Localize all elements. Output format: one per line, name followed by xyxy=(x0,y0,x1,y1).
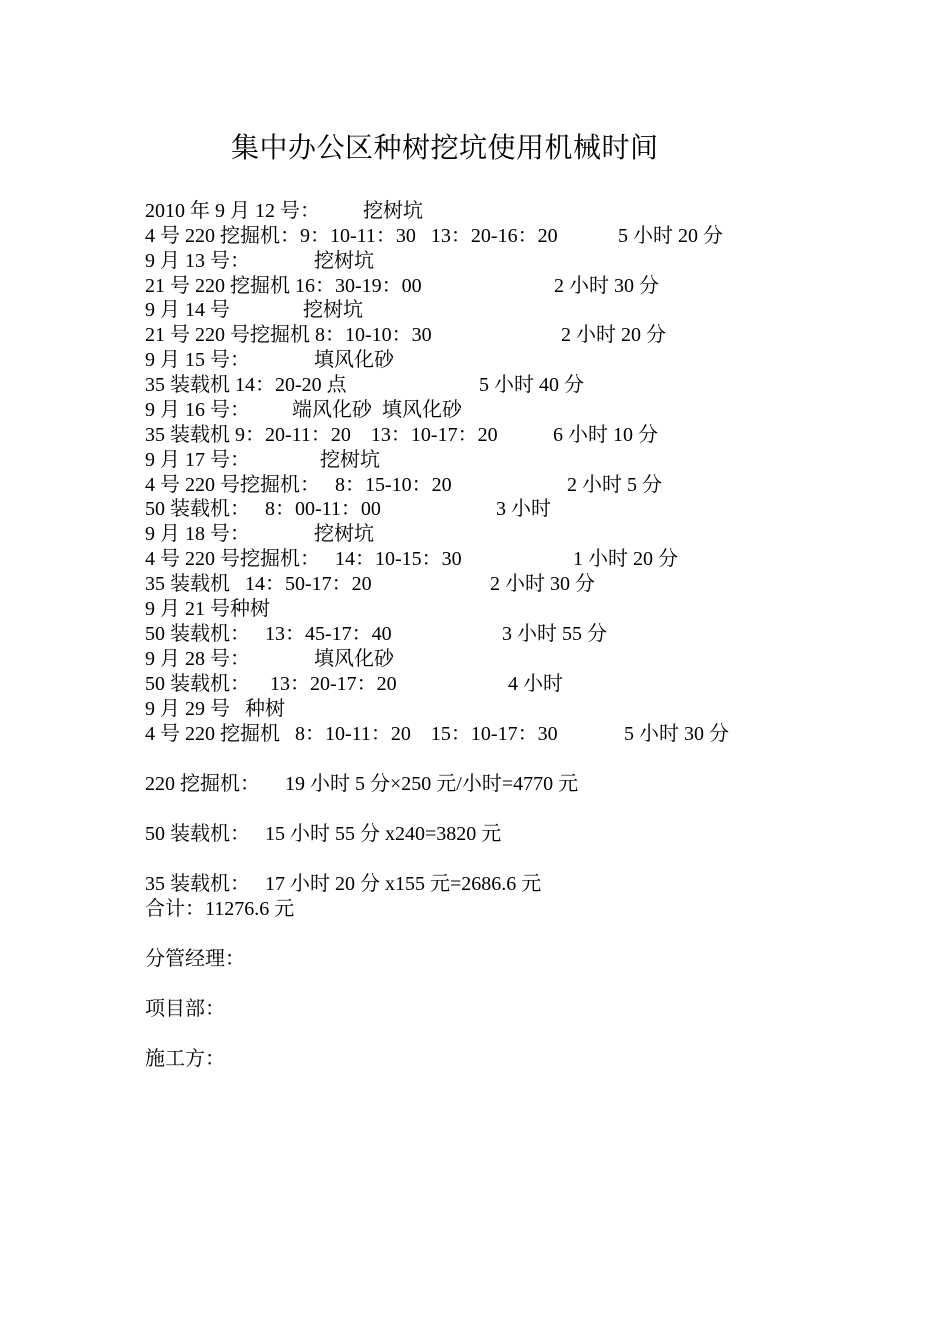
entry-duration: 3 小时 xyxy=(496,498,551,520)
signature-manager: 分管经理： xyxy=(145,948,245,970)
entry-duration: 3 小时 55 分 xyxy=(502,623,607,645)
entry-date: 9 月 17 号： xyxy=(145,449,250,471)
entry-machine: 4 号 220 号挖掘机： 8：15-10：20 xyxy=(145,474,452,496)
entry-duration: 5 小时 40 分 xyxy=(479,374,584,396)
entry-machine: 35 装载机 14：20-20 点 xyxy=(145,374,347,396)
entry-date: 9 月 16 号： xyxy=(145,399,250,421)
entry-date: 9 月 15 号： xyxy=(145,349,250,371)
entry-task: 挖树坑 xyxy=(363,200,423,222)
entry-duration: 4 小时 xyxy=(508,673,563,695)
entry-duration: 2 小时 5 分 xyxy=(567,474,662,496)
entry-date: 9 月 29 号 种树 xyxy=(145,698,285,720)
summary-total: 合计：11276.6 元 xyxy=(145,898,295,920)
entry-machine: 50 装载机： 8：00-11：00 xyxy=(145,498,381,520)
entry-duration: 2 小时 30 分 xyxy=(554,275,659,297)
entry-duration: 2 小时 30 分 xyxy=(490,573,595,595)
entry-machine: 21 号 220 号挖掘机 8：10-10：30 xyxy=(145,324,432,346)
entry-task: 挖树坑 xyxy=(303,299,363,321)
signature-project-dept: 项目部： xyxy=(145,998,225,1020)
entry-machine: 35 装载机 9：20-11：20 13：10-17：20 xyxy=(145,424,498,446)
summary-excavator-220: 220 挖掘机： 19 小时 5 分×250 元/小时=4770 元 xyxy=(145,773,579,795)
document-title: 集中办公区种树挖坑使用机械时间 xyxy=(231,133,659,164)
summary-loader-50: 50 装载机： 15 小时 55 分 x240=3820 元 xyxy=(145,823,502,845)
entry-duration: 1 小时 20 分 xyxy=(573,548,678,570)
entry-machine: 4 号 220 挖掘机 8：10-11：20 15：10-17：30 xyxy=(145,723,558,745)
entry-machine: 4 号 220 号挖掘机： 14：10-15：30 xyxy=(145,548,462,570)
entry-machine: 50 装载机： 13：20-17：20 xyxy=(145,673,397,695)
entry-machine: 21 号 220 挖掘机 16：30-19：00 xyxy=(145,275,422,297)
entry-date: 9 月 21 号种树 xyxy=(145,598,270,620)
entry-duration: 5 小时 20 分 xyxy=(618,225,723,247)
entry-date: 9 月 18 号： xyxy=(145,523,250,545)
entry-machine: 35 装载机 14：50-17：20 xyxy=(145,573,372,595)
entry-date: 9 月 14 号 xyxy=(145,299,230,321)
entry-duration: 2 小时 20 分 xyxy=(561,324,666,346)
entry-task: 填风化砂 xyxy=(314,349,394,371)
entry-machine: 50 装载机： 13：45-17：40 xyxy=(145,623,392,645)
entry-task: 挖树坑 xyxy=(320,449,380,471)
entry-duration: 5 小时 30 分 xyxy=(624,723,729,745)
entry-date: 9 月 13 号： xyxy=(145,250,250,272)
entry-machine: 4 号 220 挖掘机：9：10-11：30 13：20-16：20 xyxy=(145,225,558,247)
entry-duration: 6 小时 10 分 xyxy=(553,424,658,446)
entry-task: 填风化砂 xyxy=(314,648,394,670)
entry-task: 挖树坑 xyxy=(314,250,374,272)
entry-date: 9 月 28 号： xyxy=(145,648,250,670)
signature-contractor: 施工方： xyxy=(145,1048,225,1070)
entry-date: 2010 年 9 月 12 号： xyxy=(145,200,320,222)
entry-task: 挖树坑 xyxy=(314,523,374,545)
summary-loader-35: 35 装载机： 17 小时 20 分 x155 元=2686.6 元 xyxy=(145,873,542,895)
entry-task: 端风化砂 填风化砂 xyxy=(292,399,462,421)
